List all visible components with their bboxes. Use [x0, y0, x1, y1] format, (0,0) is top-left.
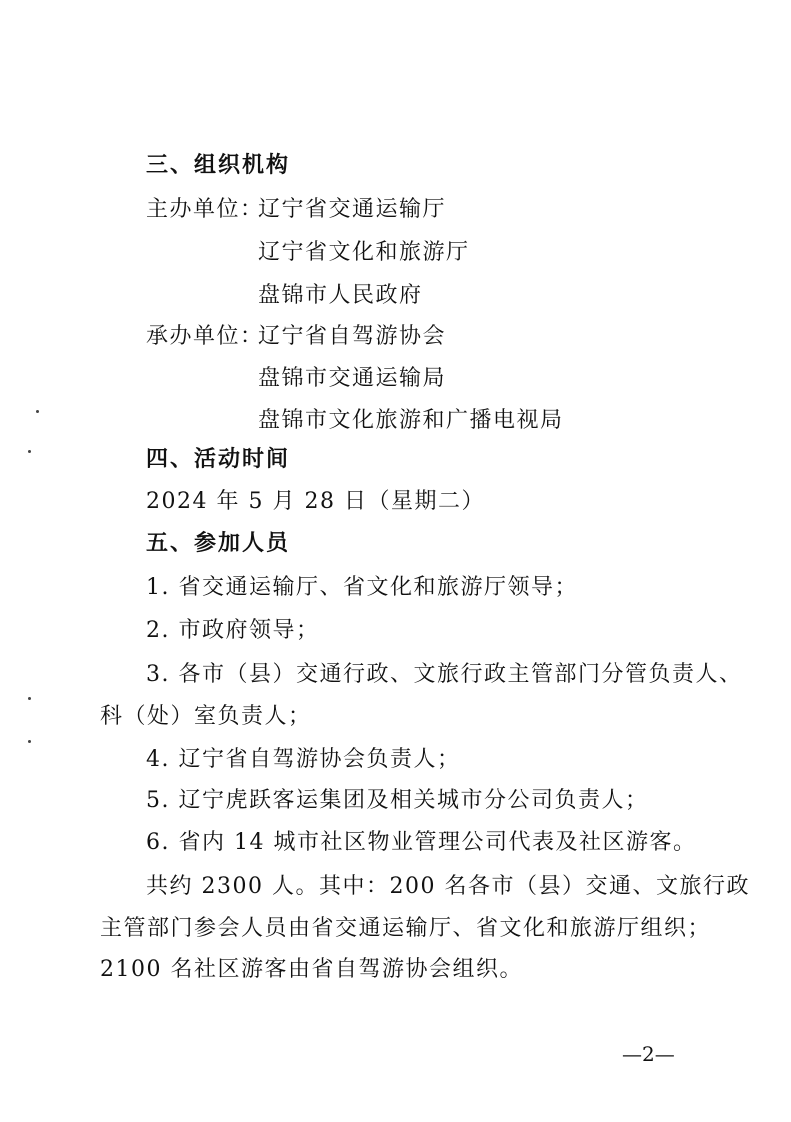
participant-item-5: 5. 辽宁虎跃客运集团及相关城市分公司负责人；: [146, 788, 649, 813]
summary-line-2: 主管部门参会人员由省交通运输厅、省文化和旅游厅组织；: [100, 916, 712, 941]
host-2: 辽宁省文化和旅游厅: [258, 240, 470, 265]
scan-speck: [28, 450, 31, 453]
section-3-heading: 三、组织机构: [146, 153, 291, 178]
scan-speck: [28, 697, 31, 700]
scan-speck: [28, 740, 31, 743]
summary-line-1: 共约 2300 人。其中：200 名各市（县）交通、文旅行政: [146, 874, 750, 899]
participant-item-3: 3. 各市（县）交通行政、文旅行政主管部门分管负责人、: [146, 662, 743, 687]
summary-line-3: 2100 名社区游客由省自驾游协会组织。: [100, 957, 523, 982]
organizer-2: 盘锦市交通运输局: [258, 366, 447, 391]
organizer-1: 辽宁省自驾游协会: [258, 324, 447, 349]
participant-item-4: 4. 辽宁省自驾游协会负责人；: [146, 747, 461, 772]
participant-item-1: 1. 省交通运输厅、省文化和旅游厅领导；: [146, 575, 578, 600]
participant-item-2: 2. 市政府领导；: [146, 618, 320, 643]
host-3: 盘锦市人民政府: [258, 283, 423, 308]
organizer-label: 承办单位：: [146, 324, 264, 349]
host-1: 辽宁省交通运输厅: [258, 197, 447, 222]
participant-item-3-cont: 科（处）室负责人；: [100, 704, 312, 729]
section-5-heading: 五、参加人员: [146, 531, 291, 556]
organizer-3: 盘锦市文化旅游和广播电视局: [258, 408, 564, 433]
section-4-heading: 四、活动时间: [146, 447, 291, 472]
host-label: 主办单位：: [146, 197, 264, 222]
participant-item-6: 6. 省内 14 城市社区物业管理公司代表及社区游客。: [146, 830, 697, 855]
scan-speck: [36, 410, 39, 413]
event-date: 2024 年 5 月 28 日（星期二）: [146, 489, 485, 514]
page-number: —2—: [622, 1042, 675, 1066]
